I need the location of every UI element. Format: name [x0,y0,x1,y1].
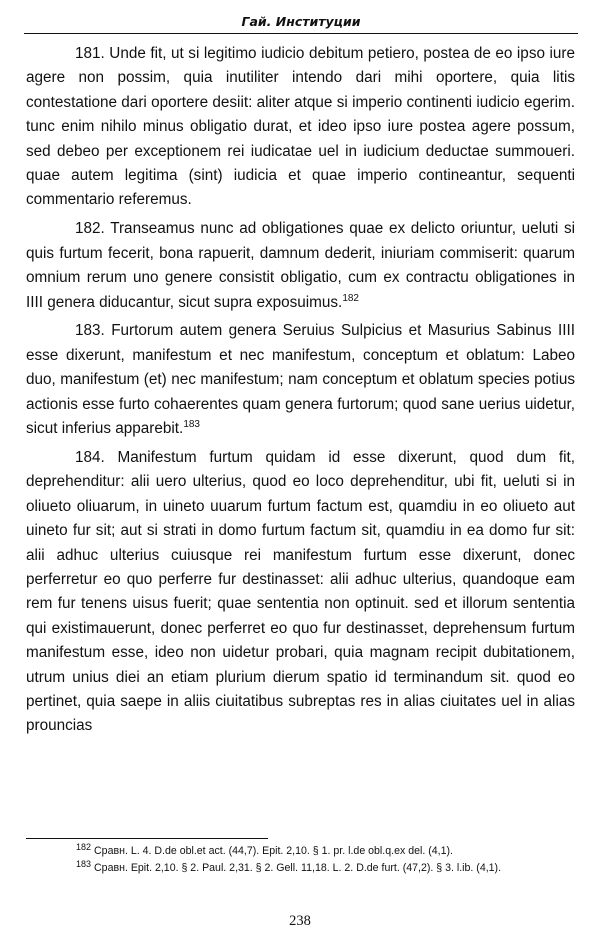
footnotes [26,843,575,876]
paragraph-181 [26,42,575,213]
footnote-mark: 182 [76,842,92,852]
footnote-mark: 183 [76,858,92,869]
paragraph-text: 183. Furtorum autem genera Seruius Sulpicius et Masurius Sabinus IIII esse dixerunt, manifestum et nec manifestum, conceptum et oblatum: Labeo duo, manifestum (et) nec manifestum; nam conceptum et oblatum species potius actionis esse furto cohaerentes quam genera furtorum; quod sane uerius uidetur, sicut inferius apparebit. [26,322,575,438]
paragraph-183 [26,319,575,441]
paragraph-182 [26,217,575,315]
footnote-rule [26,838,268,839]
footnote-ref: 183 [183,419,200,431]
footnote-text: Сравн. L. 4. D.de obl.et act. (44,7). Epit. 2,10. § 1. pr. l.de obl.q.ex del. (4,1). [94,845,453,857]
paragraph-text: 184. Manifestum furtum quidam id esse dixerunt, quod dum fit, deprehenditur: alii uero ulterius, quod eo loco deprehenditur, ubi fit, ueluti si in oliueto oliuarum, in uineto uuarum furtum factum est, quamdiu in eo oliueto aut uineto fur sit; aut si strati in domo furtum factum sit, quamdiu in ea domo fur sit: alii adhuc ulterius cuiusque rei manifestum furtum esse dixerunt, donec perferretur eo quo perferre fur destinasset: alii adhuc ulterius, quandoque eam rem fur tenens uisus fuerit; quae sententia non optinuit. sed et illorum sententia qui existimauerunt, donec perferret eo quo fur destinasset, deprehensum furtum manifestum esse, ideo non uidetur probari, quia magnam recipit dubitationem, utrum unius diei an etiam plurium dierum spatio id terminandum sit. quod eo pertinet, quia saepe in aliis ciuitatibus subreptas res in alias ciuitates uel in alias prouncias [26,449,575,735]
paragraph-text: 182. Transeamus nunc ad obligationes quae ex delicto oriuntur, ueluti si quis furtum fecerit, bona rapuerit, damnum dederit, iniuriam commiserit: quarum omnium rerum uno genere consistit obligatio, cum ex contractu obligationes in IIII genera diducantur, sicut supra exposuimus. [26,220,575,311]
footnote-183 [26,860,575,877]
footnote-182 [26,843,575,860]
running-header: Гай. Институции [241,14,361,29]
footnote-ref: 182 [342,292,359,304]
footnote-text: Сравн. Epit. 2,10. § 2. Paul. 2,31. § 2. Gell. 11,18. L. 2. D.de furt. (47,2). § 3. l.ib. (4,1). [94,861,502,874]
main-text [26,42,575,743]
page-number: 238 [289,913,311,929]
paragraph-184 [26,446,575,739]
header-rule [24,33,578,34]
paragraph-text: 181. Unde fit, ut si legitimo iudicio debitum petiero, postea de eo ipso iure agere non possim, quia inutiliter intendo dari mihi oportere, quia litis contestatione dari oportere desiit: aliter atque si imperio continenti iudicio egerim. tunc enim nihilo minus obligatio durat, et ideo ipso iure postea agere possum, sed debeo per exceptionem rei iudicatae uel in iudicium deductae summoueri. quae autem legitima (sint) iudicia et quae imperio contineantur, sequenti commentario referemus. [26,45,575,209]
